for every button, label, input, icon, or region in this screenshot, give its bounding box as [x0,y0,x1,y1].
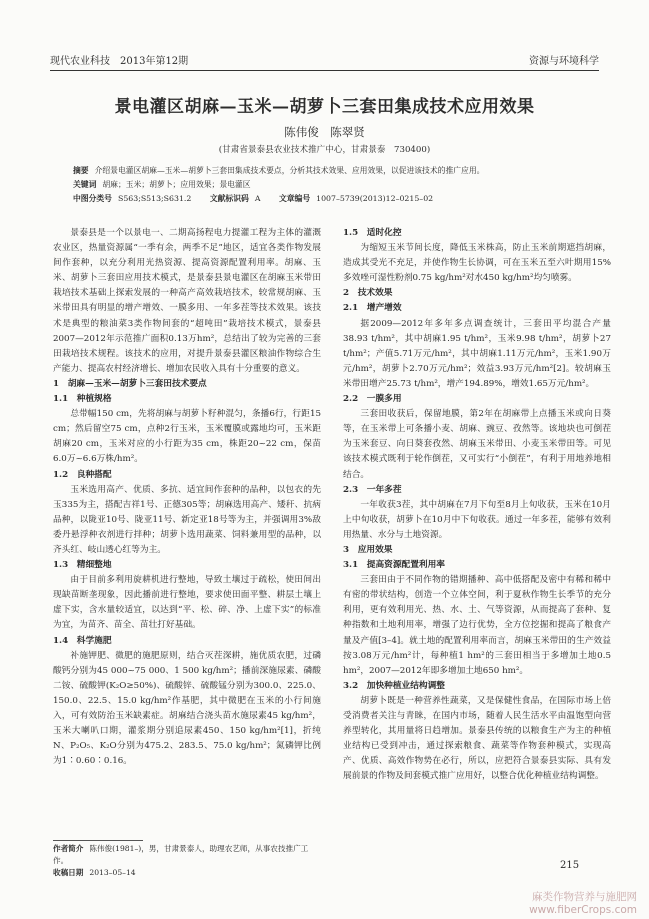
article-id-value: 1007–5739(2013)12–0215–02 [316,194,434,203]
body-paragraph: 为缩短玉米节间长度，降低玉米株高，防止玉米前期遮挡胡麻，造成其受光不充足，并使作物生长协调，可在玉米五至六叶期用15%多效唑可湿性粉剂0.75 kg/hm²对水450 kg/hm²均匀喷雾。 [343,243,611,284]
body-paragraph: 由于目前多利用旋耕机进行整地，导致土壤过于疏松，使田间出现缺苗断垄现象，因此播前进行整地，要求使田面平整、耕层土壤上虚下实，含水量较适宜，以达到“平、松、碎、净、上虚下实”的标准为宜，为苗齐、苗全、苗壮打好基础。 [53,575,321,631]
section-heading: 2 技术效果 [343,288,393,299]
section-heading: 1.5 适时化控 [343,228,402,238]
body-paragraph: 一年收获3茬，其中胡麻在7月下旬至8月上旬收获，玉米在10月上中旬收获，胡萝卜在10月中下旬收获。通过一年多茬，能够有效利用热量、水分与土地资源。 [343,499,611,540]
doc-code-value: A [254,194,261,203]
body-paragraph: 总带幅150 cm，先将胡麻与胡萝卜籽种混匀，条播6行，行距15 cm；然后留空75 cm，点种2行玉米，玉米覆膜或露地均可，玉米距胡麻20 cm，玉米对应的小行距为35 cm，株距20~22 cm，保苗6.0万~6.6万株/hm²。 [53,409,321,465]
section-heading: 2.2 一膜多用 [343,394,402,405]
author-bio [53,843,321,867]
classification-line [73,192,594,205]
watermark-line2: www.fiberCrops.com [529,904,637,916]
body-paragraph: 三套田由于不同作物的错期播种、高中低搭配及密中有稀和稀中有密的带状结构，创造一个立体空间，利于夏秋作物生长季节的充分利用，更有效利用光、热、水、土、气等资源，从而提高了套种、复种指数和土地利用率，增强了边行优势，全方位挖掘和提高了粮食产量及产值[3–4]。就土地的配置利用率而言，胡麻玉米带田的生产效益按3.08万元/hm²计，每种植1 hm²的三套田相当于多增加土地0.5 hm²，2007—2012年即多增加土地650 hm²。 [343,575,611,676]
received-date [53,867,321,879]
article-id-label: 文章编号 [278,194,311,203]
author-affiliation: (甘肃省景泰县农业技术推广中心，甘肃景泰 730400) [218,145,431,155]
section-heading: 1.1 种植规格 [53,394,112,405]
doc-code-label: 文献标识码 [209,194,249,203]
clc-label: 中图分类号 [73,194,112,203]
watermark-line1: 麻类作物营养与施肥网 [532,891,637,903]
section-heading: 3 应用效果 [343,544,393,555]
right-column [343,226,611,784]
section-heading: 1.2 良种搭配 [53,469,112,480]
article-title: 景电灌区胡麻—玉米—胡萝卜三套田集成技术应用效果 [114,97,535,117]
received-date-value: 2013–05–14 [89,868,136,877]
body-paragraph: 据2009—2012年多年多点调查统计，三套田平均混合产量38.93 t/hm²，其中胡麻1.95 t/hm²，玉米9.98 t/hm²，胡萝卜27 t/hm²；产值5.71万元/hm²，其中胡麻1.11万元/hm²，玉米1.90万元/hm²，胡萝卜2.70万元/hm²；效益3.93万元/hm²[2]。较胡麻玉米带田增产25.73 t/hm²，增产194.89%，增效1.65万元/hm²。 [343,318,611,389]
abstract-label: 摘要 [73,166,89,175]
section-heading: 3.1 提高资源配置利用率 [343,560,445,571]
header-rule [50,70,599,71]
author-bio-label: 作者简介 [53,844,84,853]
body-paragraph: 玉米选用高产、优质、多抗、适宜间作套种的品种，以包衣的先玉335为主，搭配吉祥1号、正德305等；胡麻选用高产、矮秆、抗病品种，以陇亚10号、陇亚11号、新定亚18号等为主，并强调用3%敌委丹悬浮种衣剂进行拌种；胡萝卜选用蔬菜、饲料兼用型的品种，以齐头红、岐山透心红等为主。 [53,484,321,555]
footnote [53,843,321,879]
article-authors: 陈伟俊 陈翠贤 [284,125,365,139]
abstract [73,164,594,177]
left-column [53,226,321,769]
page-number: 215 [560,860,580,871]
keywords-label: 关键词 [73,180,97,189]
body-paragraph: 三套田收获后，保留地膜，第2年在胡麻带上点播玉米或向日葵等，在玉米带上可条播小麦、胡麻、豌豆、孜然等。该地块也可倒茬为玉米套豆、向日葵套孜然、胡麻玉米带田、小麦玉米带田等。可见该技术模式既利于轮作倒茬，又可实行“小倒茬”，有利于用地养地相结合。 [343,409,611,480]
section-heading: 3.2 加快种植业结构调整 [343,680,445,691]
body-paragraph: 补施钾肥、微肥的施肥原则，结合灭茬深耕，施优质农肥，过磷酸钙分别为45 000~75 000、1 500 kg/hm²；播前深施尿素、磷酸二铵、硫酸钾(K₂O≥50%)、硫酸锌、硫酸锰分别为300.0、225.0、150.0、22.5、15.0 kg/hm²作基肥，其中微肥在玉米的小行间施入，可有效防治玉米缺素症。胡麻结合浇头苗水施尿素45 kg/hm²，玉米大喇叭口期，灌浆期分别追尿素450、150 kg/hm²[1]，折纯N、P₂O₅、K₂O分别为475.2、283.5、75.0 kg/hm²；氮磷钾比例为1∶0.60∶0.16。 [53,650,321,767]
journal-header: 现代农业科技 2013年第12期 [50,56,189,67]
section-heading: 1.4 科学施肥 [53,635,112,646]
footnote-rule [53,840,143,841]
section-heading: 1.3 精细整地 [53,560,112,571]
clc-value: S563;S513;S631.2 [117,194,192,203]
body-paragraph: 景泰县是一个以景电一、二期高扬程电力提灌工程为主体的灌溉农业区，热量资源属“一季有余，两季不足”地区，适宜各类作物发展间作套种，以充分利用光热资源、提高资源配置利用率。胡麻、玉米、胡萝卜三套田应用技术模式，是景泰县景电灌区在胡麻玉米带田栽培技术基础上探索发展的一种高产高效栽培技术，较常规胡麻、玉米带田具有明显的增产增效、一膜多用、一年多茬等技术效果。该技术是典型的粮油菜3类作物间套的“超吨田”栽培技术模式，景泰县2007—2012年示范推广面积0.13万hm²，总结出了较为完善的三套田栽培技术规程。该技术的应用，对提升景泰县灌区粮油作物综合生产能力、提高农村经济增长、增加农民收入具有十分重要的意义。 [53,228,321,374]
abstract-text: 介绍景电灌区胡麻—玉米—胡萝卜三套田集成技术要点，分析其技术效果、应用效果，以促进该技术的推广应用。 [94,166,485,175]
watermark [529,891,637,917]
section-heading: 1 胡麻—玉米—胡萝卜三套田技术要点 [53,378,207,389]
received-date-label: 收稿日期 [53,868,84,877]
section-header: 资源与环境科学 [529,56,599,67]
section-heading: 2.1 增产增效 [343,303,402,314]
keywords [73,178,594,191]
author-bio-text: 陈伟俊(1981–)，男，甘肃景泰人，助理农艺师，从事农技推广工作。 [53,844,309,865]
keywords-text: 胡麻；玉米；胡萝卜；应用效果；景电灌区 [102,180,251,189]
section-heading: 2.3 一年多茬 [343,484,402,495]
body-paragraph: 胡萝卜既是一种营养性蔬菜，又是保健性食品，在国际市场上倍受消费者关注与青睐，在国内市场，随着人民生活水平由温饱型向营养型转化，其用量将日趋增加。景泰县传统的以粮食生产为主的种植业结构已受到冲击，通过探索粮食、蔬菜等作物套种模式，实现高产、优质、高效作物势在必行，所以，应把符合景泰县实际、具有发展前景的作物及间套模式推广应用好，以整合优化种植业结构调整。 [343,695,611,782]
